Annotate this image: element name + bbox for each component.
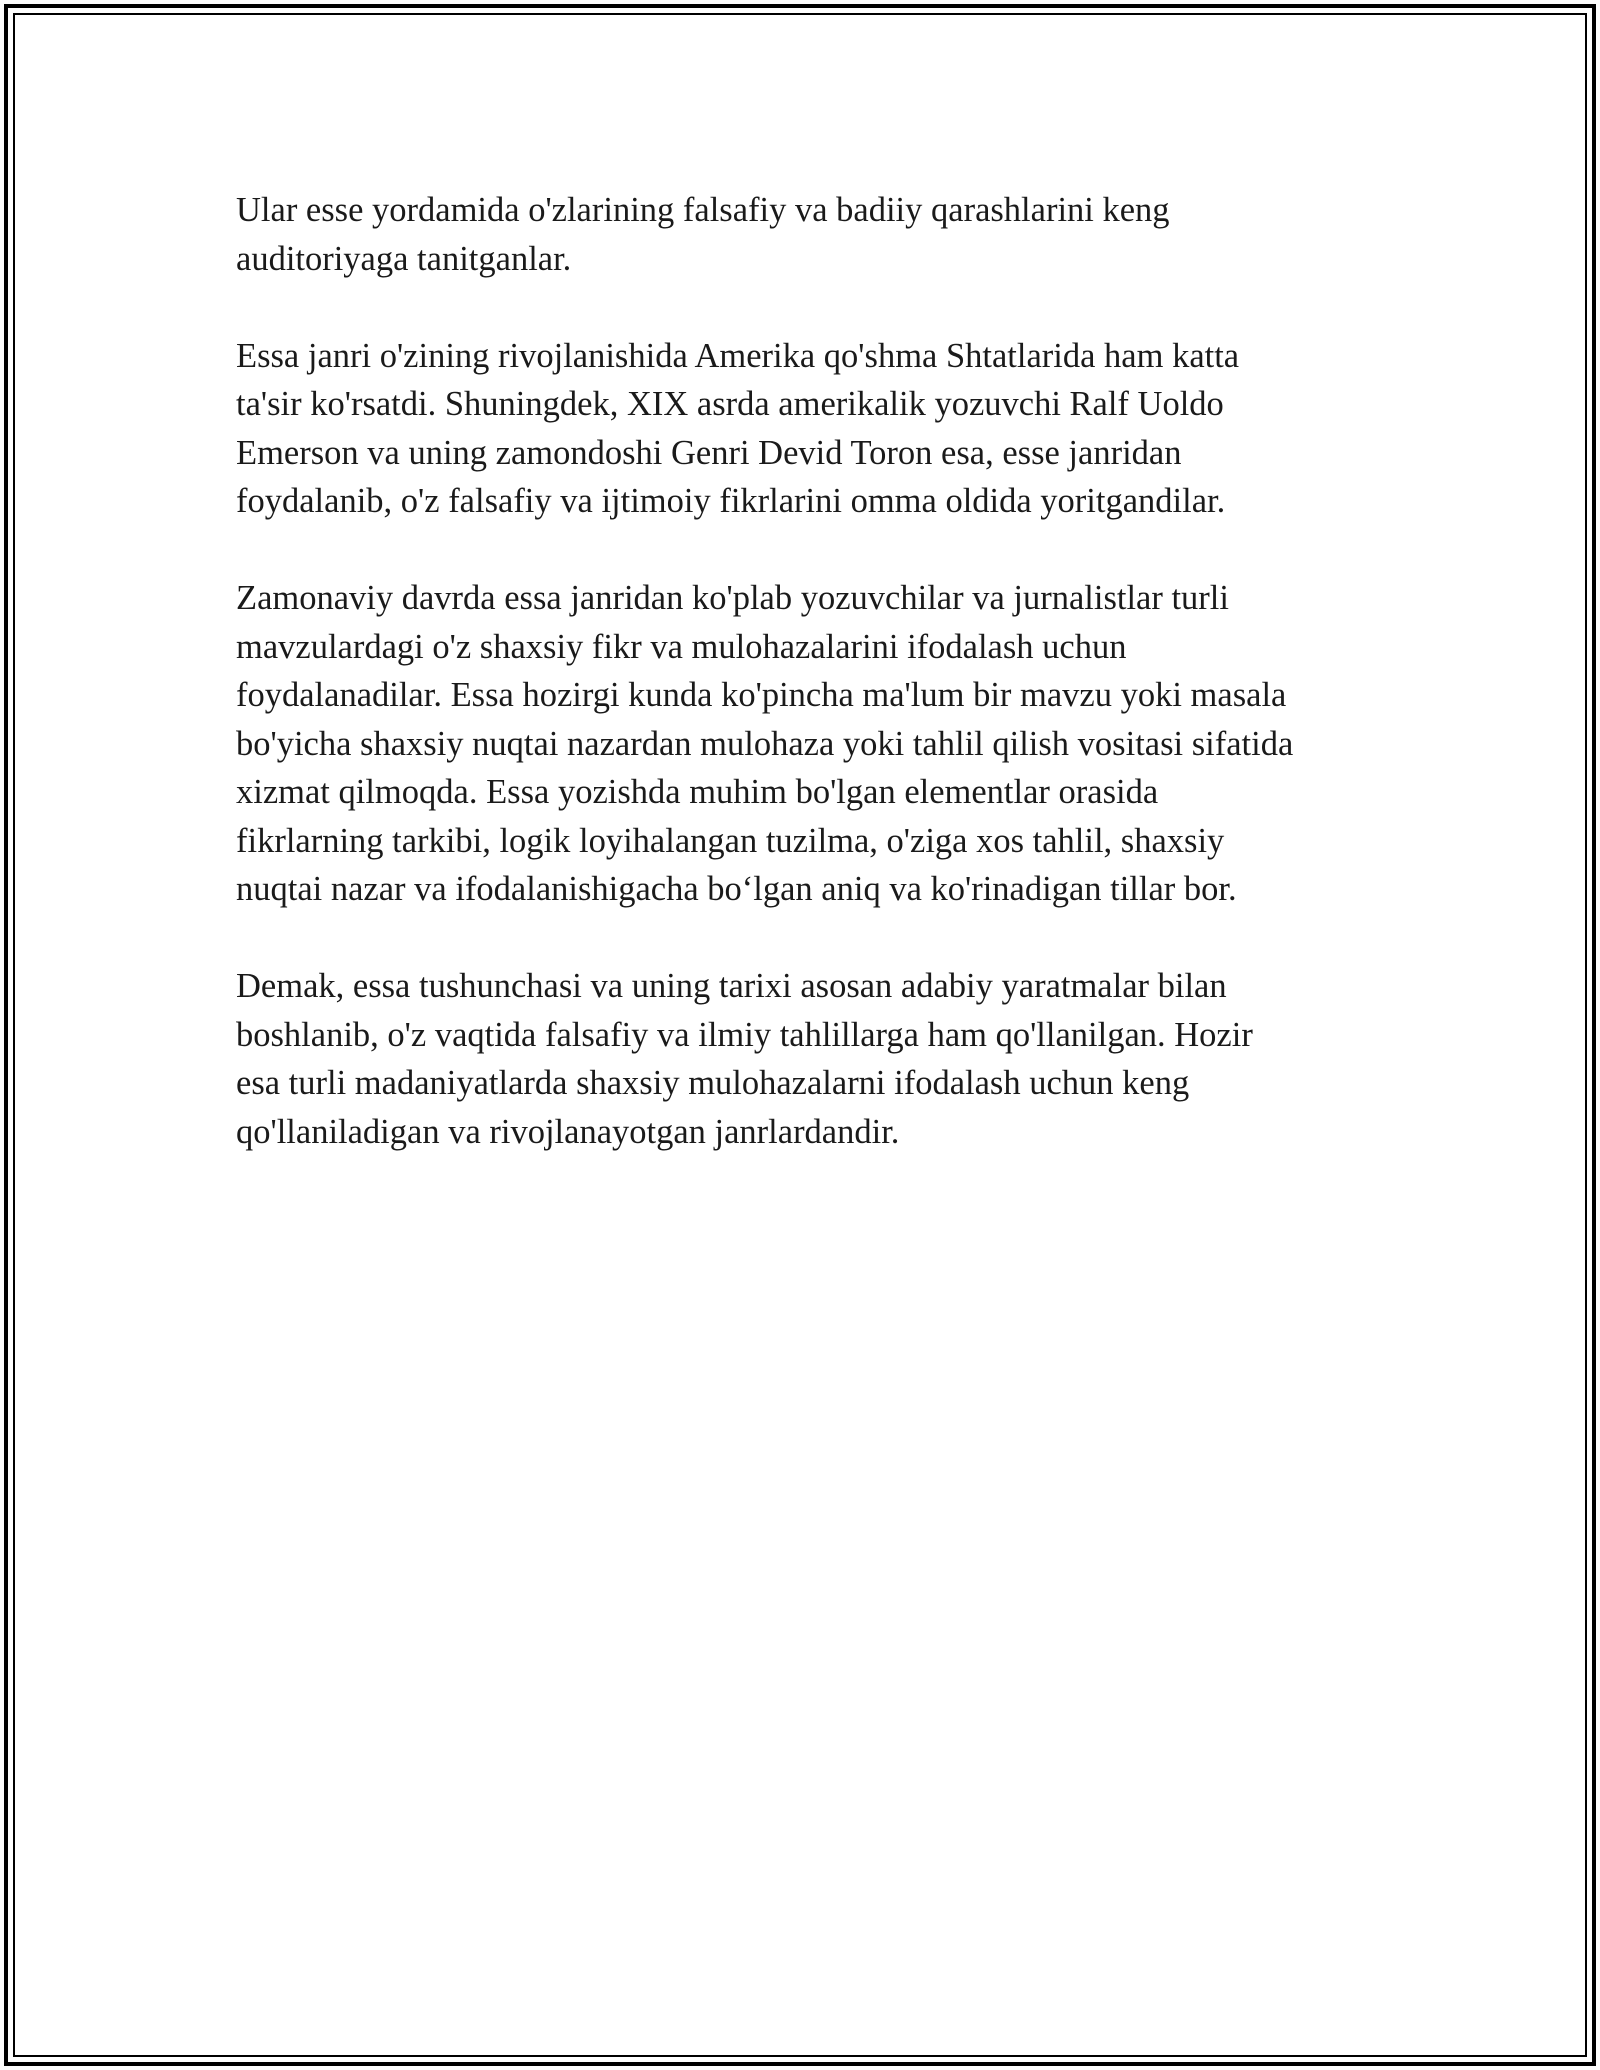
text-line: nuqtai nazar va ifodalanishigacha bo‘lgan aniq va ko'rinadigan tillar bor. bbox=[236, 870, 1237, 908]
text-line: boshlanib, o'z vaqtida falsafiy va ilmiy tahlillarga ham qo'llanilgan. Hozir bbox=[236, 1015, 1253, 1054]
text-line: auditoriyaga tanitganlar. bbox=[236, 239, 572, 278]
document-body bbox=[236, 186, 1366, 1205]
text-line: fikrlarning tarkibi, logik loyihalangan tuzilma, o'ziga xos tahlil, shaxsiy bbox=[236, 821, 1225, 860]
text-line: mavzulardagi o'z shaxsiy fikr va mulohazalarini ifodalash uchun bbox=[236, 627, 1127, 666]
text-line: Essa janri o'zining rivojlanishida Amerika qo'shma Shtatlarida ham katta bbox=[236, 336, 1240, 375]
paragraph-1 bbox=[236, 186, 1366, 283]
text-line: bo'yicha shaxsiy nuqtai nazardan mulohaza yoki tahlil qilish vositasi sifatida bbox=[236, 724, 1294, 763]
text-line: foydalanib, o'z falsafiy va ijtimoiy fikrlarini omma oldida yoritgandilar. bbox=[236, 482, 1226, 520]
text-line: Ular esse yordamida o'zlarining falsafiy va badiiy qarashlarini keng bbox=[236, 191, 1170, 229]
text-line: Zamonaviy davrda essa janridan ko'plab yozuvchilar va jurnalistlar turli bbox=[236, 579, 1229, 617]
text-line: esa turli madaniyatlarda shaxsiy mulohazalarni ifodalash uchun keng bbox=[236, 1064, 1190, 1102]
paragraph-2 bbox=[236, 332, 1366, 526]
text-line: foydalanadilar. Essa hozirgi kunda ko'pincha ma'lum bir mavzu yoki masala bbox=[236, 676, 1287, 714]
text-line: Emerson va uning zamondoshi Genri Devid Toron esa, esse janridan bbox=[236, 433, 1182, 472]
paragraph-3 bbox=[236, 574, 1366, 914]
text-line: xizmat qilmoqda. Essa yozishda muhim bo'lgan elementlar orasida bbox=[236, 773, 1159, 811]
paragraph-4 bbox=[236, 962, 1366, 1156]
text-line: qo'llaniladigan va rivojlanayotgan janrlardandir. bbox=[236, 1112, 900, 1151]
text-line: Demak, essa tushunchasi va uning tarixi asosan adabiy yaratmalar bilan bbox=[236, 967, 1227, 1005]
text-line: ta'sir ko'rsatdi. Shuningdek, XIX asrda amerikalik yozuvchi Ralf Uoldo bbox=[236, 385, 1224, 423]
